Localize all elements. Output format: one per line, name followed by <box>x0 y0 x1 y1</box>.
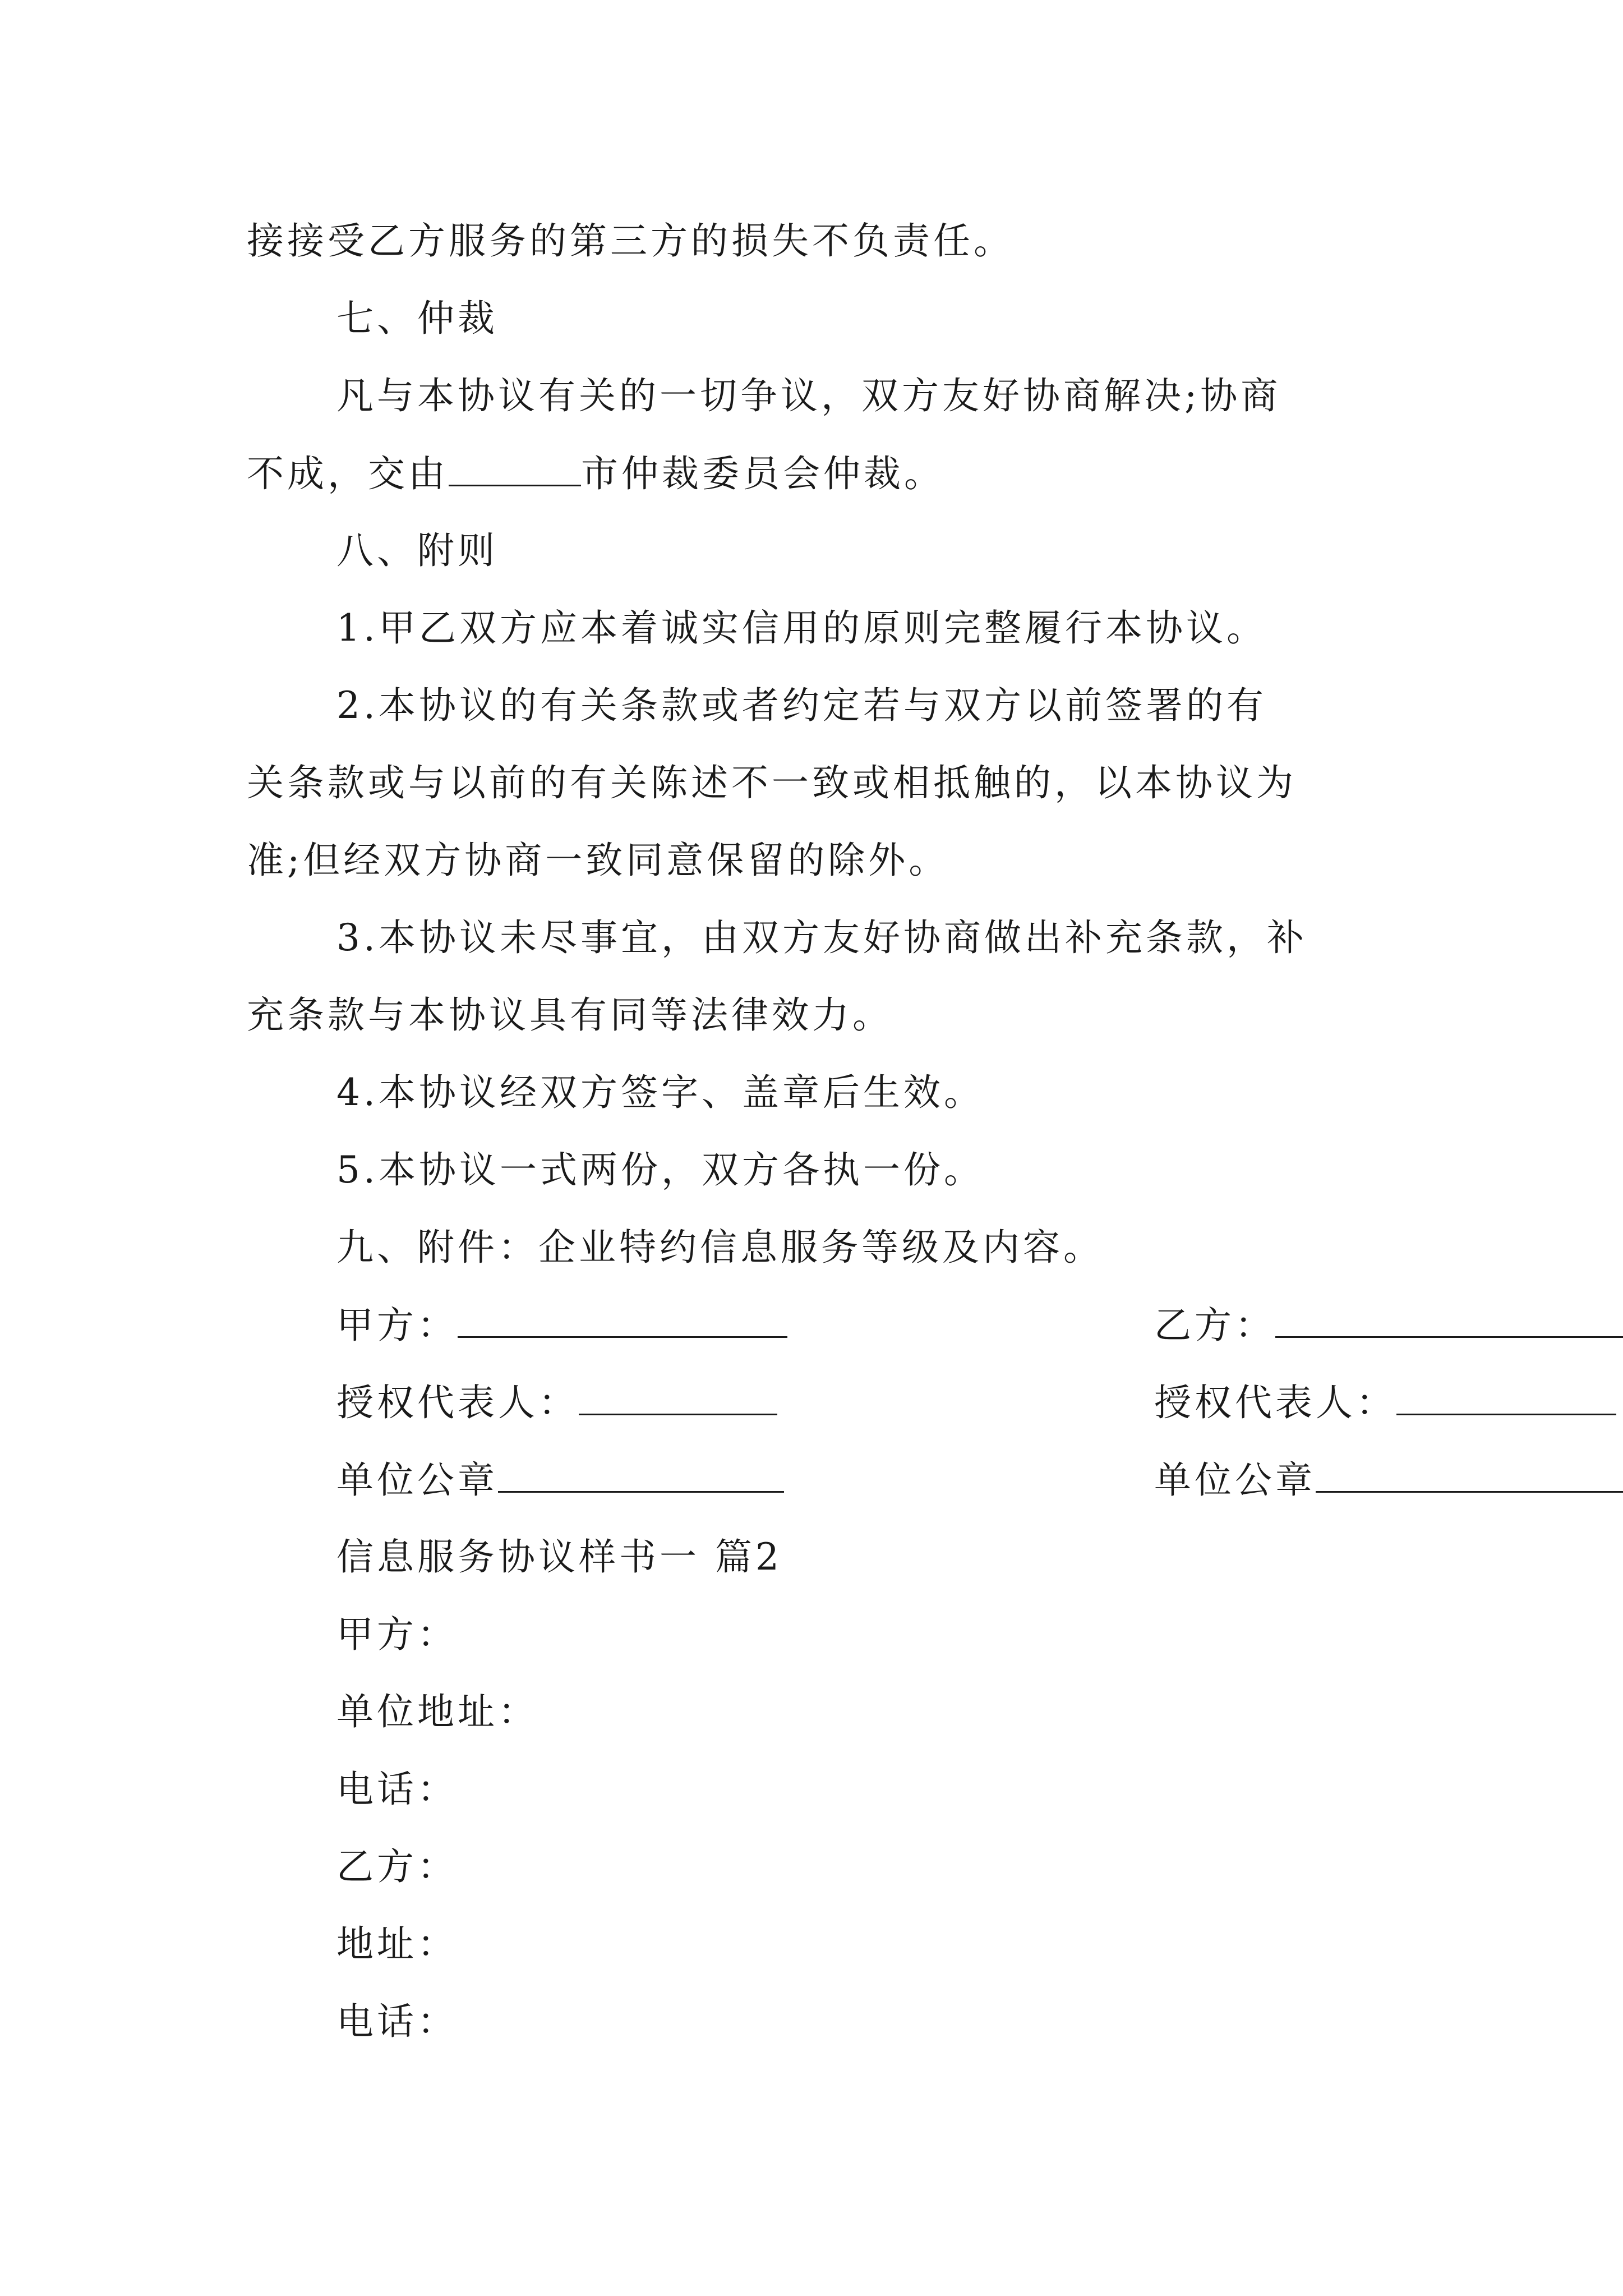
paragraph-text: 1.甲乙双方应本着诚实信用的原则完整履行本协议。 <box>336 606 1267 650</box>
seal-a-blank-line <box>498 1457 784 1493</box>
section2-address-a: 单位地址： <box>336 1690 538 1733</box>
paragraph-text: 4.本协议经双方签字、盖章后生效。 <box>336 1071 984 1114</box>
section2-phone-b: 电话： <box>336 2000 458 2043</box>
attachment-line: 九、附件：企业特约信息服务等级及内容。 <box>336 1226 1104 1269</box>
paragraph-text: 2.本协议的有关条款或者约定若与双方以前签署的有 <box>336 684 1267 727</box>
rep-a-blank-line <box>579 1380 777 1415</box>
party-b-label: 乙方： <box>1154 1304 1275 1347</box>
rep-b-label: 授权代表人： <box>1154 1381 1396 1424</box>
signature-row-representative <box>336 1380 1481 1425</box>
section-heading-arbitration: 七、仲裁 <box>336 297 498 340</box>
party-a-label: 甲方： <box>336 1304 458 1347</box>
section-heading-supplementary: 八、附则 <box>336 529 498 572</box>
section2-party-a: 甲方： <box>336 1613 458 1656</box>
signature-row-party <box>336 1303 1481 1348</box>
rep-b-signature <box>1154 1380 1616 1425</box>
section2-title: 信息服务协议样书一 篇2 <box>336 1535 782 1579</box>
party-a-blank-line <box>458 1303 787 1338</box>
paragraph-text: 充条款与本协议具有同等法律效力。 <box>247 993 893 1037</box>
paragraph-text-segment: 市仲裁委员会仲裁。 <box>581 452 944 495</box>
seal-b-blank-line <box>1316 1457 1623 1493</box>
seal-b-signature <box>1154 1457 1623 1503</box>
seal-a-label: 单位公章 <box>336 1458 498 1502</box>
seal-b-label: 单位公章 <box>1154 1458 1316 1502</box>
paragraph-text: 关条款或与以前的有关陈述不一致或相抵触的，以本协议为 <box>247 761 1297 804</box>
section2-address-b: 地址： <box>336 1922 458 1966</box>
signature-row-seal <box>336 1457 1481 1503</box>
party-b-blank-line <box>1275 1303 1623 1338</box>
city-blank-line <box>449 451 581 486</box>
paragraph-text: 准;但经双方协商一致同意保留的除外。 <box>247 839 949 882</box>
section2-party-b: 乙方： <box>336 1845 458 1888</box>
paragraph-text-segment: 不成，交由 <box>247 452 449 495</box>
section2-phone-a: 电话： <box>336 1768 458 1811</box>
paragraph-text: 5.本协议一式两份，双方各执一份。 <box>336 1148 984 1191</box>
paragraph-text: 3.本协议未尽事宜，由双方友好协商做出补充条款，补 <box>336 916 1307 959</box>
paragraph-text: 接接受乙方服务的第三方的损失不负责任。 <box>247 219 1014 263</box>
rep-b-blank-line <box>1396 1380 1616 1415</box>
paragraph-text: 凡与本协议有关的一切争议，双方友好协商解决;协商 <box>336 374 1281 417</box>
party-b-signature <box>1154 1303 1623 1348</box>
rep-a-label: 授权代表人： <box>336 1381 579 1424</box>
paragraph-text <box>247 451 1391 496</box>
